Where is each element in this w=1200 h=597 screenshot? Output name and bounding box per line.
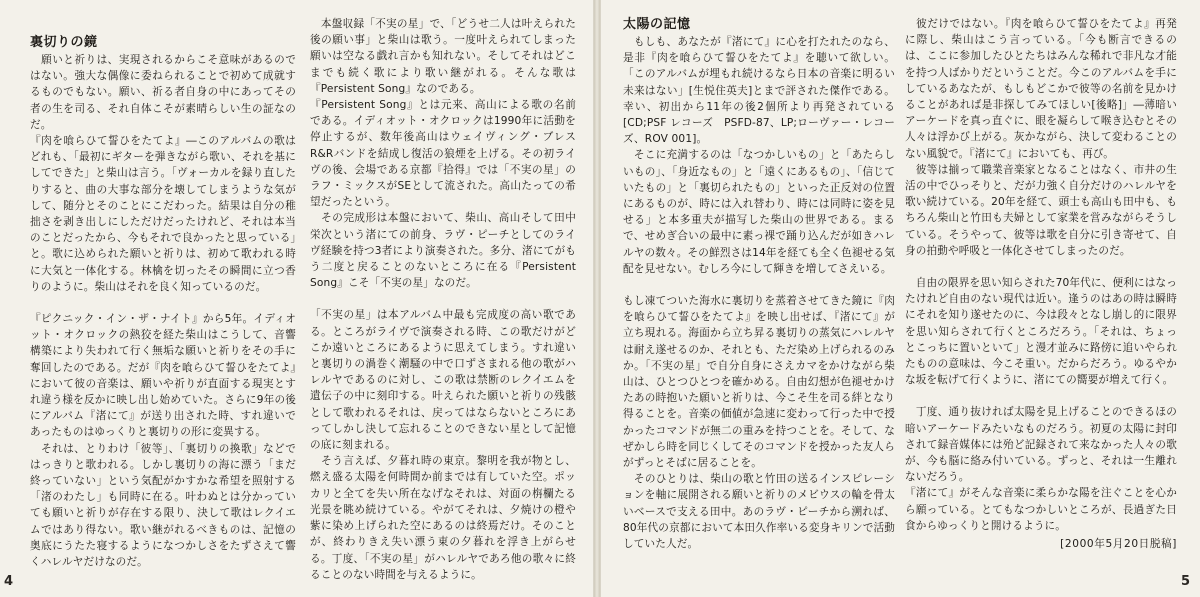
paragraph: そこに充満するのは「なつかしいもの」と「あたらしいもの」、「身近なもの」と「遠くにあるもの」、「信じていたもの」と「裏切られたもの」といった正反対の位置にあるものが、時には入れ替わり、時には同時に姿を見せる」と本多重夫が描写した柴山の世界である。まるで、せめぎ合いの最中に素っ裸で踊り込んだが如きハレルヤの数々。その鮮烈さは14年を経ても全く色褪せる気配を見せない。むしろ今にして輝きを増してさえいる。 (623, 149, 895, 275)
manuscript-date: [2000年5月20日脱稿] (1060, 538, 1177, 551)
paragraph: 『肉を喰らひて誓ひをたてよ』―このアルバムの歌はどれも、「最初にギターを弾きながら歌い、それを基にしてできた」と柴山は言う。「ヴォーカルを録り直したりすると、曲の大事な部分を壊してしまうような気がして、随分とそのことにこだわった。結果は自分の稚拙さを剥き出しにしただけだったけれど、それは本当のことだったから、今もそれで良かったと思っている」と。歌に込められた願いと祈りは、初めて歌われる時に大気と一体化する。林檎を切ったその瞬間に立つ香りのように。柴山はそれを良く知っているのだ。 (30, 135, 296, 293)
left-column-1 (30, 34, 296, 570)
paragraph-gap (310, 291, 576, 307)
paragraph: その完成形は本盤において、柴山、高山そして田中栄次という渚にての前身、ラヴ・ピーチとしてのライヴ経験を持つ3者により演奏された。多分、渚にてがもう二度と戻ることのないところに在る『Persistent Song』こそ「不実の星」なのだ。 (310, 212, 576, 290)
paragraph-gap (905, 259, 1177, 275)
paragraph: 彼だけではない。『肉を喰らひて誓ひをたてよ』再発に際し、柴山はこう言っている。「今も断言できるのは、ここに参加したひとたちはみんな稀れで非凡な才能を持つ人ばかりだということだ。今このアルバムを手にしているあなたが、もしもどこかで彼等の名前を見かけることがあれば是非探してみてほしい[後略]」―薄暗いアーケードを真っ直ぐに、眼を凝らして喉き込むとその人々は浮かび上がる。灰かながら、決して変わることのない風貌で。『渚にて』においても、再び。 (905, 18, 1177, 160)
paragraph: 願いと祈りは、実現されるからこそ意味があるのではない。強大な偶像に委ねられることで初めて成就するものでもない。願い、祈る者自身の中にあってその者の生を司る、それ自体こそが素晴らしい生の証なのだ。 (30, 54, 296, 131)
page-number-left: 4 (4, 574, 14, 589)
paragraph-gap (30, 295, 296, 311)
section-heading-uragiri: 裏切りの鏡 (30, 35, 98, 50)
paragraph: 自由の限界を思い知らされた70年代に、便利にはなったけれど自由のない現代は近い。逢うのはあの時は瞬時にそれを知り遂せたのに、今は段々となし崩し的に限界を思い知らされて行くところだろう。「それは、ちょっとこっちに置いといて」と漫才並みに路傍に追いやられたものの意味は、今こそ重い。だからだろう。ゆるやかな坂を転げて行くように、渚にての嚮要が増えて行く。 (905, 277, 1177, 387)
paragraph: そう言えば、夕暮れ時の東京。黎明を我が物とし、燃え盛る太陽を何時間か前までは有していた空。ポッカリと全てを失い所在なげなそれは、対面の栴欄たる光景を眺め続けている。やがてそれは、夕焼けの橙や紫に染め上げられた空にあるのは終焉だけ。そのことが、終わりきえ失い漂う東の夕暮れを浮き上がらせる。丁度、「不実の星」がハレルヤであろ他の歌々に終ることのない時間を与えるように。 (310, 455, 576, 581)
section-heading-taiyou: 太陽の記憶 (623, 17, 691, 32)
right-column-1 (623, 16, 895, 552)
paragraph: そのひとりは、柴山の歌と竹田の送るインスピレーションを軸に展開される願いと祈りのメビウスの輪を骨太いベースで支える田中。あのラヴ・ピーチから溯れば、80年代の京都において本田久作率いる変身キリンで活動していた人だ。 (623, 473, 895, 551)
paragraph-gap (623, 277, 895, 293)
left-column-2 (310, 16, 576, 583)
paragraph: 丁度、通り抜ければ太陽を見上げることのできるほの暗いアーケードみたいなものだろう。初夏の太陽に封印されて録音媒体には殆ど記録されて来なかった人々の歌が、今も脳に絡み付いている。ずっと、それは一生離れないだろう。 (905, 406, 1177, 484)
paragraph: 『ピクニック・イン・ザ・ナイト』から5年。イディオット・オクロックの熱狡を経た柴山はこうして、音響構築により失われて行く無垢な願いと祈りをその手に奪回したのである。だが『肉を喰らひて誓ひをたてよ』において彼の音楽は、願いや祈りが直面する現実とすれ違う様を反かに映し出し始めていた。さらに9年の後にアルバム『渚にて』が送り出された時、すれ違いであったものはゆっくりと裏切りの形に変異する。 (30, 313, 296, 439)
paragraph: それは、とりわけ「彼等」、「裏切りの換歌」などではっきりと歌われる。しかし裏切りの海に漂う「まだ終っていない」という気配がかすかな希望を照射する「渚のわたし」も同時に在る。叶わぬとは分かっていても願いと祈りが存在する限り、決して歌はレクイエムではあり得ない。歌い継がれるべきものは、記憶の奥底にうたた寝するようになつかしさをたずさえて響くハレルヤだけなのだ。 (30, 442, 296, 569)
paragraph: 本盤収録「不実の星」で、「どうせ二人は叶えられた後の願い事」と柴山は歌う。一度叶えられてしまった願いは空なる戯れ言かも知れない。そしてそれはどこまでも続く歌により歌い継がれる。そんな歌は『Persistent Song』なのである。 (310, 18, 576, 95)
page-number-right: 5 (1181, 574, 1191, 589)
paragraph: 彼等は揃って職業音楽家となることはなく、市井の生活の中でひっそりと、だが力強く自分だけのハレルヤを歌い続けている。20年を経て、頭士も高山も田中も、もちろん柴山と竹田も夫婦として家業を営みながらそうしている。そうやって、彼等は歌を自分に引き寄せて、自身の拍動や呼吸と一体化させてしまったのだ。 (905, 163, 1177, 257)
right-page (600, 0, 1200, 597)
paragraph: 「不実の星」は本アルバム中最も完成度の高い歌である。ところがライヴで演奏される時、この歌だけがどこか遠いところにあるように思えてしまう。すれ違いと裏切りの渦巻く潮騒の中で口ずさまれる他の歌がハレルヤであるのに対し、この歌は禁断のレクイエムを遺伝子の中に刻印する。叶えられた願いと祈りの残骸として歌われるそれは、戻ってはならないところにあってしかし決して忘れることのできない星として記憶の底に刻まれる。 (310, 309, 576, 452)
left-page (0, 0, 594, 597)
right-column-2 (905, 16, 1177, 552)
paragraph: 『渚にて』がそんな音楽に柔らかな陽を注ぐことを心から願っている。とてもなつかしいところが、長過ぎた日食からゆっくりと開けるように。 (905, 487, 1177, 532)
paragraph: 『Persistent Song』とは元来、高山による歌の名前である。イディオット・オクロックは1990年に活動を停止するが、数年後高山はウェイヴィング・ブレスR&Rバンドを結成し復活の狼煙を上げる。その初ライヴの後、会場である京都『拾得』では「不実の星」のラフ・ミックスがSEとして流された。高山たっての希望だったという。 (310, 99, 576, 209)
paragraph: もしも、あなたが『渚にて』に心を打たれたのなら、是非『肉を喰らひて誓ひをたてよ』を聴いて欲しい。「このアルバムが埋もれ続けるなら日本の音楽に明るい未来はない」[生悦住英夫]とまで評された傑作である。幸い、初出から11年の後2個所より再発されている[CD;PSF レコーズ PSFD-87、LP;ローヴァー・レコーズ、ROV 001]。 (623, 36, 895, 146)
paragraph-gap (905, 388, 1177, 404)
paragraph: もし凍てついた海水に裏切りを蒸着させてきた鏡に『肉を喰らひて誓ひをたてよ』を映し出せば、『渚にて』が立ち現れる。海面から立ち昇る裏切りの蒸気にハレルヤは耐え遂せるのか、それとも、ただ染め上げられるのみか。「不実の星」で自分自身にさえカマをかけながら柴山は、ひとつひとつを確かめる。自由幻想が色褪せかけたあの時抱いた願いと祈りは、今こそ生を司る絆となり得ることを。音楽の価値が急速に変わって行った中で授かったコマンドが無二の重みを持つことを。そして、なぜかしら時を同じくしてそのコマンドを授かった友人らがずっとそばに居ることを。 (623, 295, 895, 470)
